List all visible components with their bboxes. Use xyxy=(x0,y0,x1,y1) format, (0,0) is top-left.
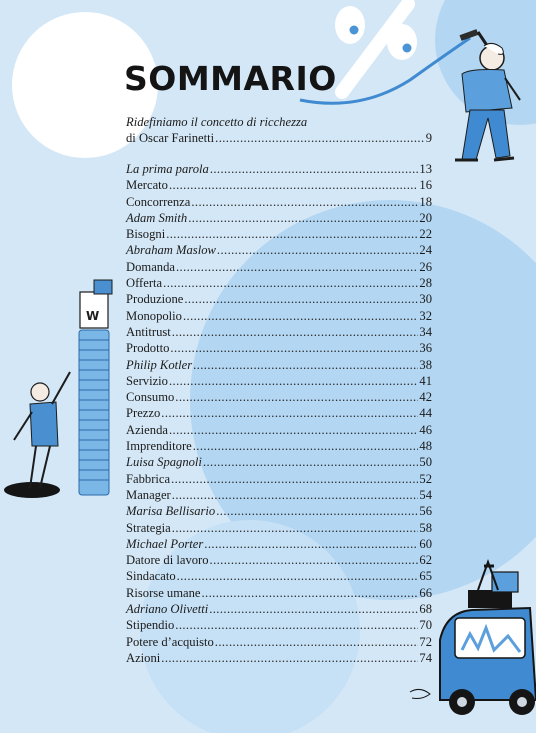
dot-leader xyxy=(216,503,418,519)
toc-entry-page-number: 48 xyxy=(419,439,432,454)
toc-entry-title: Datore di lavoro xyxy=(126,553,209,568)
toc-entry-title: Risorse umane xyxy=(126,585,201,600)
page-title: SOMMARIO xyxy=(124,59,337,98)
toc-entry-title: Adriano Olivetti xyxy=(126,602,209,617)
dot-leader xyxy=(215,130,425,146)
dot-leader xyxy=(169,177,418,193)
toc-entry[interactable] xyxy=(126,422,432,438)
toc-entry-title: Monopolio xyxy=(126,308,182,323)
toc-entry-title: Manager xyxy=(126,487,171,502)
toc-entry[interactable] xyxy=(126,161,432,177)
toc-entry[interactable] xyxy=(126,308,432,324)
toc-entry-title: Fabbrica xyxy=(126,471,171,486)
toc-entry-title: La prima parola xyxy=(126,162,209,176)
percent-sign-icon xyxy=(335,4,417,92)
toc-entry-page-number: 68 xyxy=(419,602,432,617)
toc-entry-title: Stipendio xyxy=(126,618,175,633)
toc-entry-page-number: 74 xyxy=(419,650,432,665)
dot-leader xyxy=(161,405,418,421)
dot-leader xyxy=(166,226,418,242)
toc-entry-page-number: 30 xyxy=(419,292,432,307)
dot-leader xyxy=(217,242,418,258)
toc-entry-page-number: 56 xyxy=(419,504,432,519)
toc-entry-title: Marisa Bellisario xyxy=(126,504,216,519)
toc-entry-title: Michael Porter xyxy=(126,536,204,551)
toc-entry-page-number: 28 xyxy=(419,276,432,291)
dot-leader xyxy=(193,438,419,454)
toc-entry-page-number: 46 xyxy=(419,422,432,437)
dot-leader xyxy=(204,536,418,552)
toc-entry-page-number: 41 xyxy=(419,373,432,388)
dot-leader xyxy=(191,194,418,210)
toc-entry-title: Azioni xyxy=(126,650,161,665)
toc-entry-page-number: 16 xyxy=(419,178,432,193)
dot-leader xyxy=(161,650,418,666)
toc-entry-title: Mercato xyxy=(126,178,168,193)
toc-entry[interactable] xyxy=(126,601,432,617)
toc-entry-title: Prodotto xyxy=(126,341,170,356)
toc-entry[interactable] xyxy=(126,291,432,307)
dot-leader xyxy=(175,389,418,405)
toc-entry[interactable] xyxy=(126,357,432,373)
toc-entry[interactable] xyxy=(126,275,432,291)
intro-heading: Ridefiniamo il concetto di ricchezza xyxy=(126,115,308,129)
toc-entry-page-number: 26 xyxy=(419,259,432,274)
toc-entry-title: Produzione xyxy=(126,292,184,307)
toc-entry-title: Domanda xyxy=(126,259,175,274)
toc-entry-title: Philip Kotler xyxy=(126,357,193,372)
toc-entry-title: Servizio xyxy=(126,373,168,388)
dot-leader xyxy=(210,552,419,568)
toc-entry[interactable] xyxy=(126,210,432,226)
dot-leader xyxy=(169,422,418,438)
dot-leader xyxy=(202,585,419,601)
toc-entry[interactable] xyxy=(126,389,432,405)
dot-leader xyxy=(188,210,418,226)
toc-entry-page-number: 18 xyxy=(419,194,432,209)
toc-entry-page-number: 38 xyxy=(419,357,432,372)
toc-entry[interactable] xyxy=(126,568,432,584)
toc-entry[interactable] xyxy=(126,340,432,356)
toc-entry-title: Offerta xyxy=(126,276,163,291)
toc-entry-page-number: 65 xyxy=(419,569,432,584)
toc-entry-page-number: 52 xyxy=(419,471,432,486)
toc-entry[interactable] xyxy=(126,226,432,242)
toc-entry[interactable] xyxy=(126,585,432,601)
dot-leader xyxy=(203,454,418,470)
toc-entry-page-number: 42 xyxy=(419,390,432,405)
toc-entry-page-number: 66 xyxy=(419,585,432,600)
toc-entry[interactable] xyxy=(126,438,432,454)
intro-entry[interactable] xyxy=(126,130,432,146)
intro-section xyxy=(126,114,432,146)
toc-entry[interactable] xyxy=(126,634,432,650)
toc-entry-page-number: 62 xyxy=(419,553,432,568)
reaching-person-icon xyxy=(4,372,70,498)
toc-entry-page-number: 72 xyxy=(419,634,432,649)
dot-leader xyxy=(163,275,418,291)
toc-entry[interactable] xyxy=(126,194,432,210)
toc-entry-title: Azienda xyxy=(126,422,168,437)
toc-entry-title: Prezzo xyxy=(126,406,161,421)
toc-entry-page-number: 58 xyxy=(419,520,432,535)
toc-entry-page-number: 60 xyxy=(419,536,432,551)
toc-entry-page-number: 36 xyxy=(419,341,432,356)
dot-leader xyxy=(170,340,418,356)
toc-entry-title: Consumo xyxy=(126,390,175,405)
toc-entry[interactable] xyxy=(126,177,432,193)
toc-entry-title: Luisa Spagnoli xyxy=(126,455,202,470)
toc-entry[interactable] xyxy=(126,405,432,421)
toc-entry-page-number: 32 xyxy=(419,308,432,323)
dot-leader xyxy=(177,568,419,584)
intro-page-number: 9 xyxy=(425,131,432,145)
toc-entry[interactable] xyxy=(126,471,432,487)
toc-entry-title: Sindacato xyxy=(126,569,176,584)
toc-entry[interactable] xyxy=(126,552,432,568)
coin-stack-icon xyxy=(79,280,112,495)
dot-leader xyxy=(172,487,419,503)
table-of-contents xyxy=(126,161,432,666)
dot-leader xyxy=(215,634,419,650)
dot-leader xyxy=(193,357,418,373)
dot-leader xyxy=(169,373,418,389)
toc-entry[interactable] xyxy=(126,617,432,633)
toc-entry-title: Antitrust xyxy=(126,324,171,339)
toc-entry-page-number: 44 xyxy=(419,406,432,421)
dot-leader xyxy=(183,308,418,324)
toc-entry[interactable] xyxy=(126,373,432,389)
toc-entry[interactable] xyxy=(126,487,432,503)
toc-entry[interactable] xyxy=(126,259,432,275)
dot-leader xyxy=(172,520,419,536)
dot-leader xyxy=(184,291,418,307)
toc-entry[interactable] xyxy=(126,650,432,666)
toc-entry-page-number: 54 xyxy=(419,487,432,502)
dot-leader xyxy=(176,259,418,275)
toc-entry-title: Abraham Maslow xyxy=(126,243,216,258)
toc-entry-page-number: 20 xyxy=(419,210,432,225)
dot-leader xyxy=(171,471,418,487)
toc-entry-page-number: 24 xyxy=(419,243,432,258)
toc-entry-title: Imprenditore xyxy=(126,439,192,454)
toc-entry-page-number: 13 xyxy=(419,162,432,176)
toc-entry-title: Potere d’acquisto xyxy=(126,634,214,649)
toc-entry-title: Concorrenza xyxy=(126,194,191,209)
dot-leader xyxy=(172,324,419,340)
svg-text:W: W xyxy=(86,309,100,323)
toc-entry[interactable] xyxy=(126,536,432,552)
toc-entry[interactable] xyxy=(126,503,432,519)
toc-entry-page-number: 34 xyxy=(419,324,432,339)
dot-leader xyxy=(210,161,419,177)
toc-entry[interactable] xyxy=(126,242,432,258)
toc-entry[interactable] xyxy=(126,520,432,536)
toc-entry-title: Strategia xyxy=(126,520,171,535)
intro-author: di Oscar Farinetti xyxy=(126,131,215,145)
toc-entry[interactable] xyxy=(126,324,432,340)
toc-entry[interactable] xyxy=(126,454,432,470)
toc-entry-title: Adam Smith xyxy=(126,210,188,225)
toc-entry-title: Bisogni xyxy=(126,227,166,242)
toc-entry-page-number: 50 xyxy=(419,455,432,470)
toc-entry-page-number: 70 xyxy=(419,618,432,633)
toc-entry-page-number: 22 xyxy=(419,227,432,242)
dot-leader xyxy=(209,601,418,617)
dot-leader xyxy=(175,617,418,633)
